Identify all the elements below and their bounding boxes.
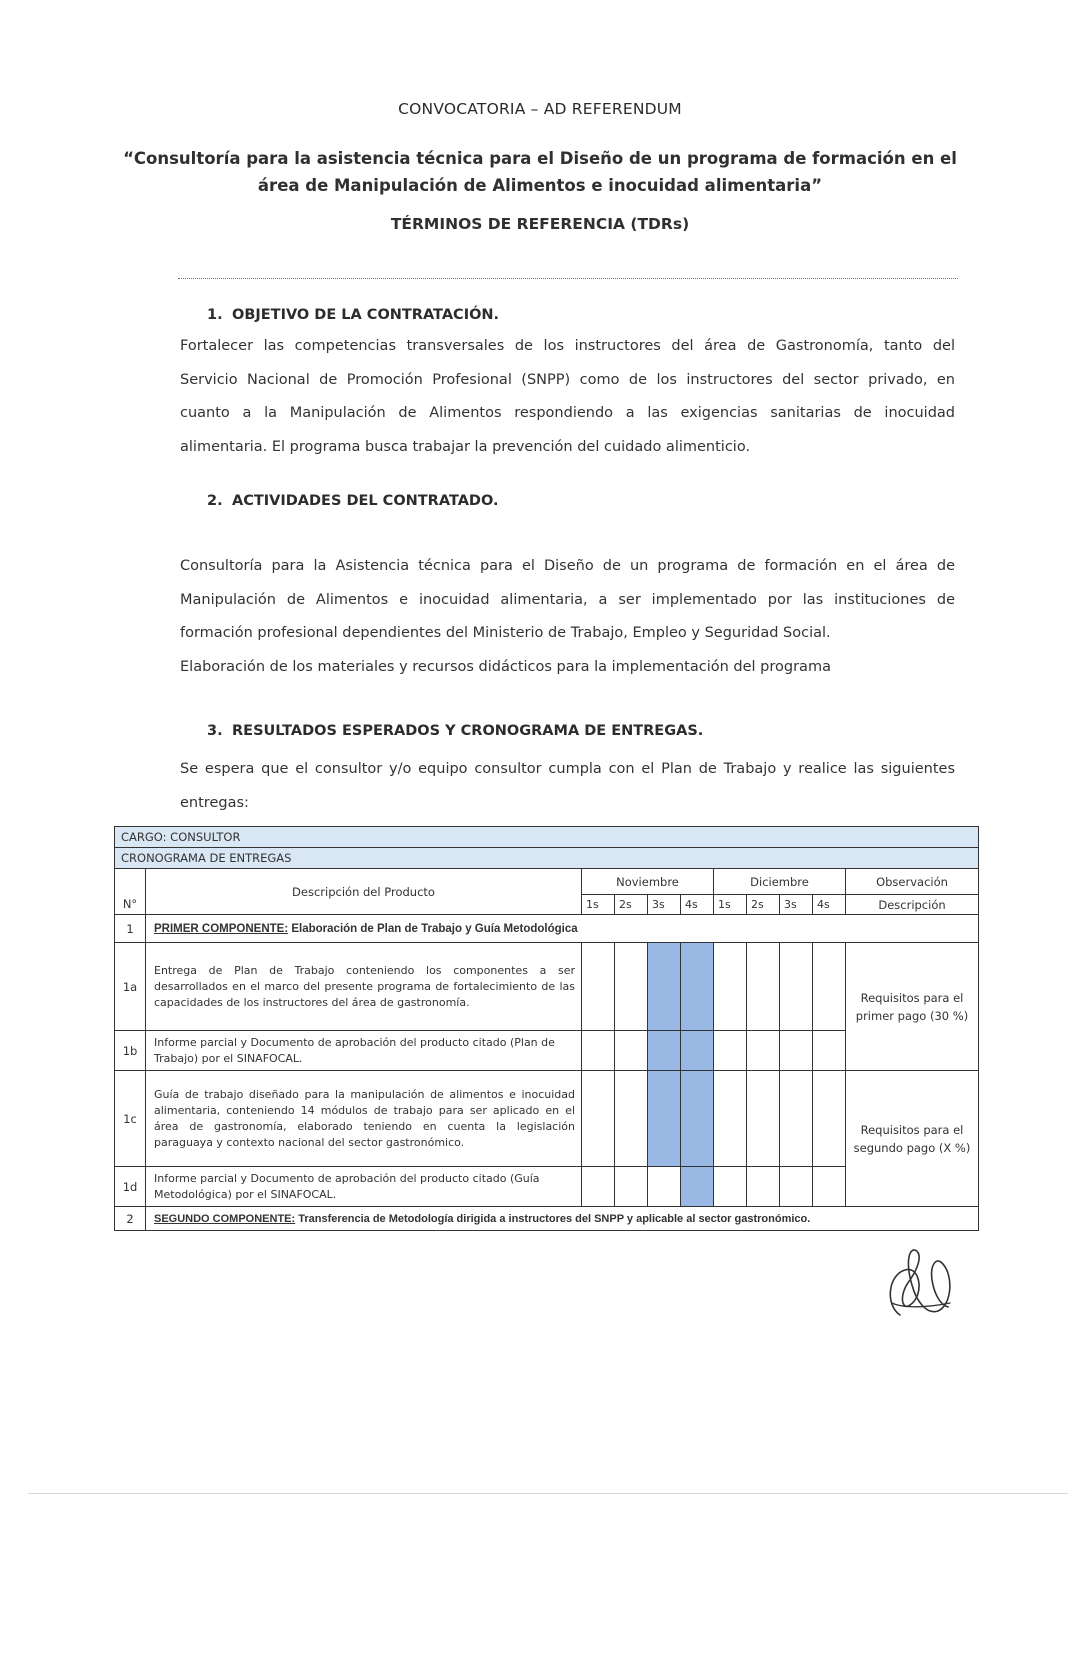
number-header: N° bbox=[115, 869, 146, 915]
component-1-row bbox=[146, 915, 979, 943]
page-fold-line bbox=[28, 1493, 1068, 1494]
month-december-header: Diciembre bbox=[714, 869, 846, 895]
week-cell bbox=[648, 1167, 681, 1207]
week-cell bbox=[813, 1031, 846, 1071]
week-header: 4s bbox=[681, 895, 714, 915]
component-number: 2 bbox=[115, 1207, 146, 1231]
row-number: 1b bbox=[115, 1031, 146, 1071]
component-text: Elaboración de Plan de Trabajo y Guía Metodológica bbox=[288, 922, 578, 935]
observation-header: Observación bbox=[846, 869, 979, 895]
week-header: 2s bbox=[615, 895, 648, 915]
month-november-header: Noviembre bbox=[582, 869, 714, 895]
week-cell-scheduled bbox=[648, 1071, 681, 1167]
paragraph-line: Fortalecer las competencias transversales de los instructores del área de Gastronomía, tanto del bbox=[180, 338, 955, 354]
section-number: 1. bbox=[207, 307, 223, 323]
week-cell-scheduled bbox=[681, 1167, 714, 1207]
table-row bbox=[115, 943, 979, 1031]
week-cell bbox=[747, 1031, 780, 1071]
section-number: 2. bbox=[207, 493, 223, 509]
cronograma-row: CRONOGRAMA DE ENTREGAS bbox=[115, 848, 979, 869]
row-description: Entrega de Plan de Trabajo conteniendo los componentes a ser desarrollados en el marco del presente programa de fortalecimiento de las capacidades de los instructores del área de gastronomía. bbox=[146, 943, 582, 1031]
section-title: OBJETIVO DE LA CONTRATACIÓN. bbox=[232, 307, 500, 323]
row-number: 1a bbox=[115, 943, 146, 1031]
section-2-heading bbox=[207, 493, 498, 509]
section-1-heading bbox=[207, 307, 499, 323]
signature-initials-icon bbox=[880, 1245, 970, 1325]
week-cell bbox=[813, 943, 846, 1031]
week-cell-scheduled bbox=[648, 943, 681, 1031]
component-2-row bbox=[146, 1207, 979, 1231]
week-cell bbox=[780, 1031, 813, 1071]
week-cell bbox=[780, 1167, 813, 1207]
paragraph-line: Elaboración de los materiales y recursos didácticos para la implementación del programa bbox=[180, 658, 831, 675]
row-number: 1d bbox=[115, 1167, 146, 1207]
week-cell bbox=[747, 943, 780, 1031]
week-cell bbox=[813, 1167, 846, 1207]
week-cell bbox=[714, 1167, 747, 1207]
week-cell bbox=[582, 1031, 615, 1071]
title-line-2: área de Manipulación de Alimentos e inocuidad alimentaria” bbox=[257, 176, 823, 195]
cargo-row: CARGO: CONSULTOR bbox=[115, 827, 979, 848]
week-cell bbox=[615, 1071, 648, 1167]
week-cell bbox=[615, 1031, 648, 1071]
week-cell-scheduled bbox=[681, 1071, 714, 1167]
week-cell bbox=[714, 1031, 747, 1071]
week-cell bbox=[582, 943, 615, 1031]
component-label: PRIMER COMPONENTE: bbox=[154, 922, 289, 935]
table-row bbox=[115, 1071, 979, 1167]
section-1-body bbox=[180, 330, 955, 464]
paragraph-line: Servicio Nacional de Promoción Profesional (SNPP) como de los instructores del sector privado, en bbox=[180, 371, 955, 388]
section-title: RESULTADOS ESPERADOS Y CRONOGRAMA DE ENTREGAS. bbox=[232, 723, 704, 739]
row-description: Informe parcial y Documento de aprobación del producto citado (Guía Metodológica) por el SINAFOCAL. bbox=[146, 1167, 582, 1207]
week-header: 4s bbox=[813, 895, 846, 915]
delivery-schedule-table bbox=[114, 826, 979, 1231]
week-cell-scheduled bbox=[681, 1031, 714, 1071]
week-cell bbox=[615, 1167, 648, 1207]
section-3-heading bbox=[207, 723, 703, 739]
section-2-body bbox=[180, 550, 955, 684]
week-cell bbox=[582, 1071, 615, 1167]
week-cell bbox=[780, 1071, 813, 1167]
paragraph-line: Consultoría para la Asistencia técnica para el Diseño de un programa de formación en el área de bbox=[180, 558, 955, 574]
section-title: ACTIVIDADES DEL CONTRATADO. bbox=[232, 493, 499, 509]
paragraph-line: cuanto a la Manipulación de Alimentos respondiendo a las exigencias sanitarias de inocuidad bbox=[180, 405, 955, 421]
week-cell-scheduled bbox=[681, 943, 714, 1031]
week-header: 1s bbox=[582, 895, 615, 915]
section-3-body bbox=[180, 753, 955, 820]
tdr-title: TÉRMINOS DE REFERENCIA (TDRs) bbox=[390, 215, 690, 233]
week-cell bbox=[747, 1167, 780, 1207]
consultancy-title bbox=[120, 145, 960, 199]
paragraph-line: Se espera que el consultor y/o equipo consultor cumpla con el Plan de Trabajo y realice las siguientes bbox=[180, 761, 955, 777]
paragraph-line: entregas: bbox=[180, 794, 249, 811]
separator-line bbox=[178, 278, 958, 279]
week-cell bbox=[813, 1071, 846, 1167]
row-description: Informe parcial y Documento de aprobación del producto citado (Plan de Trabajo) por el SINAFOCAL. bbox=[146, 1031, 582, 1071]
week-header: 3s bbox=[780, 895, 813, 915]
component-text: Transferencia de Metodología dirigida a instructores del SNPP y aplicable al sector gastronómico. bbox=[295, 1212, 811, 1225]
paragraph-line: alimentaria. El programa busca trabajar la prevención del cuidado alimenticio. bbox=[180, 438, 751, 455]
row-number: 1c bbox=[115, 1071, 146, 1167]
week-header: 3s bbox=[648, 895, 681, 915]
week-cell bbox=[582, 1167, 615, 1207]
week-cell bbox=[714, 1071, 747, 1167]
row-description: Guía de trabajo diseñado para la manipulación de alimentos e inocuidad alimentaria, conteniendo 14 módulos de trabajo para ser aplicado en el área de gastronomía, elaborado teniendo en cuenta la legislación paraguaya y contexto nacional del sector gastronómico. bbox=[146, 1071, 582, 1167]
paragraph-line: Manipulación de Alimentos e inocuidad alimentaria, a ser implementado por las instituciones de bbox=[180, 591, 955, 608]
component-label: SEGUNDO COMPONENTE: bbox=[154, 1212, 296, 1225]
description-header: Descripción del Producto bbox=[146, 869, 582, 915]
week-cell bbox=[747, 1071, 780, 1167]
week-header: 2s bbox=[747, 895, 780, 915]
paragraph-line: formación profesional dependientes del Ministerio de Trabajo, Empleo y Seguridad Social. bbox=[180, 625, 831, 641]
observation-subheader: Descripción bbox=[846, 895, 979, 915]
section-number: 3. bbox=[207, 723, 223, 739]
observation-second-payment: Requisitos para el segundo pago (X %) bbox=[846, 1071, 979, 1207]
week-cell bbox=[615, 943, 648, 1031]
convocatoria-title: CONVOCATORIA – AD REFERENDUM bbox=[398, 100, 682, 118]
title-line-1: “Consultoría para la asistencia técnica para el Diseño de un programa de formación en el bbox=[123, 149, 957, 168]
week-cell bbox=[714, 943, 747, 1031]
week-cell-scheduled bbox=[648, 1031, 681, 1071]
observation-first-payment: Requisitos para el primer pago (30 %) bbox=[846, 943, 979, 1071]
week-cell bbox=[780, 943, 813, 1031]
week-header: 1s bbox=[714, 895, 747, 915]
component-number: 1 bbox=[115, 915, 146, 943]
